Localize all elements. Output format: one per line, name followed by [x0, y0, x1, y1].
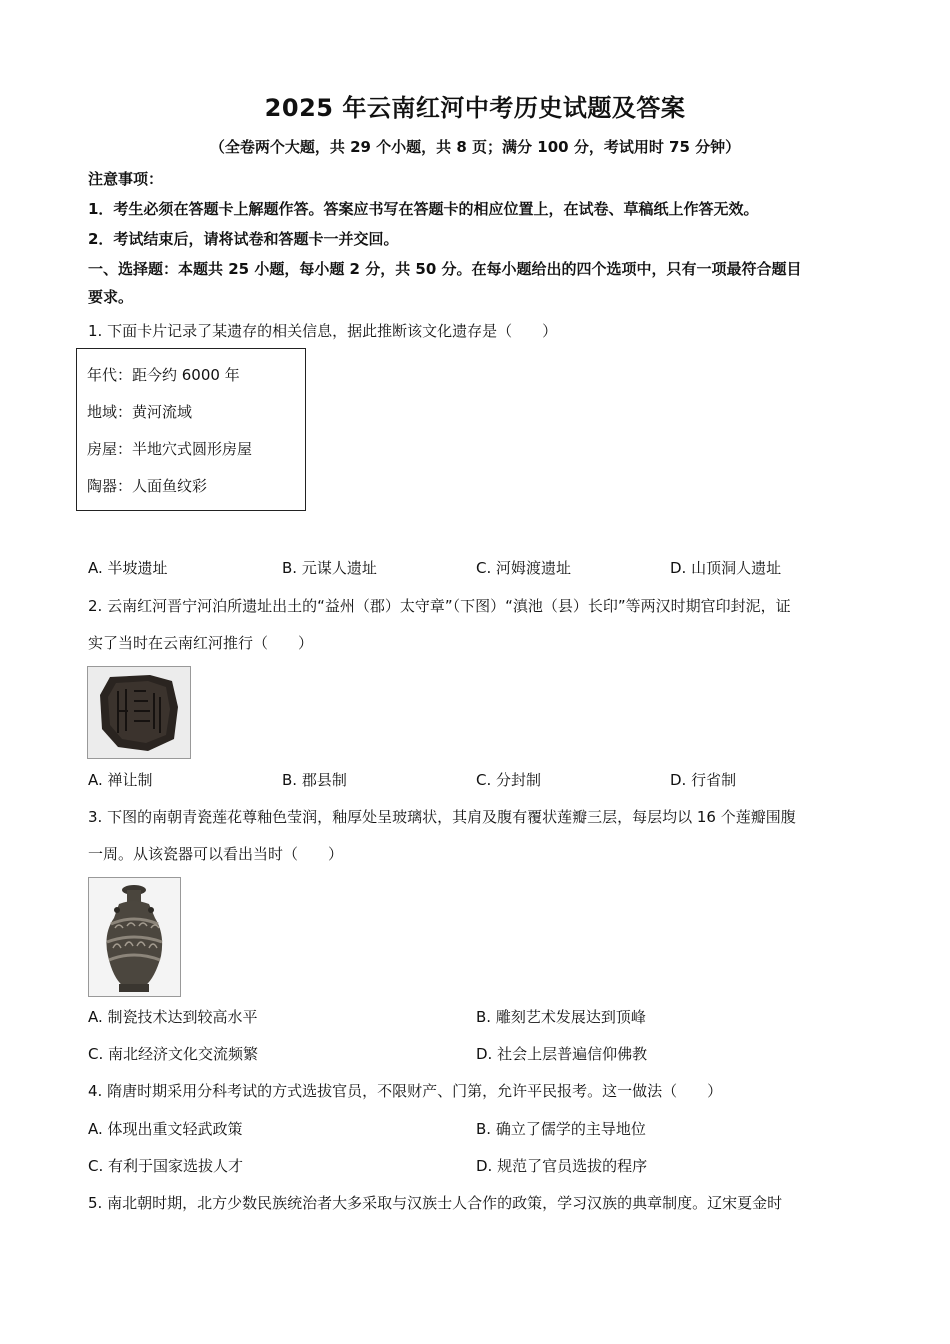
question-3-stem-cont: 一周。从该瓷器可以看出当时（ ） — [88, 845, 344, 863]
q2-option-b[interactable]: B. 郡县制 — [282, 771, 347, 789]
card-row-era: 年代：距今约 6000 年 — [87, 366, 240, 384]
q1-option-b[interactable]: B. 元谋人遗址 — [282, 559, 377, 577]
q3-option-b[interactable]: B. 雕刻艺术发展达到顶峰 — [476, 1008, 646, 1026]
section-1-heading: 一、选择题：本题共 25 小题，每小题 2 分，共 50 分。在每小题给出的四个选项中，只有一项最符合题目 — [88, 260, 802, 278]
q3-option-a[interactable]: A. 制瓷技术达到较高水平 — [88, 1008, 258, 1026]
q2-option-a[interactable]: A. 禅让制 — [88, 771, 153, 789]
q2-option-d[interactable]: D. 行省制 — [670, 771, 737, 789]
seal-clay-image — [88, 667, 190, 758]
notes-item-2: 2．考试结束后，请将试卷和答题卡一并交回。 — [88, 230, 399, 248]
q2-option-c[interactable]: C. 分封制 — [476, 771, 542, 789]
section-1-heading-cont: 要求。 — [88, 288, 134, 306]
q4-option-c[interactable]: C. 有利于国家选拔人才 — [88, 1157, 244, 1175]
info-card — [76, 348, 306, 511]
question-2-stem: 2. 云南红河晋宁河泊所遗址出土的“益州（郡）太守章”（下图）“滇池（县）长印”等两汉时期官印封泥，证 — [88, 597, 791, 615]
q1-option-a[interactable]: A. 半坡遗址 — [88, 559, 168, 577]
exam-info: （全卷两个大题，共 29 个小题，共 8 页；满分 100 分，考试用时 75 分钟） — [209, 138, 741, 156]
q1-option-c[interactable]: C. 河姆渡遗址 — [476, 559, 572, 577]
lotus-vase-image — [89, 878, 180, 996]
card-row-pottery: 陶器：人面鱼纹彩 — [87, 477, 208, 495]
question-1-stem: 1. 下面卡片记录了某遗存的相关信息，据此推断该文化遗存是（ ） — [88, 322, 558, 340]
q3-option-d[interactable]: D. 社会上层普遍信仰佛教 — [476, 1045, 648, 1063]
q4-option-b[interactable]: B. 确立了儒学的主导地位 — [476, 1120, 646, 1138]
card-row-house: 房屋：半地穴式圆形房屋 — [87, 440, 253, 458]
lotus-vase-photo — [88, 877, 181, 997]
question-4-stem: 4. 隋唐时期采用分科考试的方式选拔官员，不限财产、门第，允许平民报考。这一做法（ ） — [88, 1082, 723, 1100]
seal-clay-photo — [87, 666, 191, 759]
q3-option-c[interactable]: C. 南北经济文化交流频繁 — [88, 1045, 259, 1063]
q4-option-a[interactable]: A. 体现出重文轻武政策 — [88, 1120, 243, 1138]
question-2-stem-cont: 实了当时在云南红河推行（ ） — [88, 634, 314, 652]
card-row-region: 地域：黄河流域 — [87, 403, 193, 421]
question-5-stem: 5. 南北朝时期，北方少数民族统治者大多采取与汉族士人合作的政策，学习汉族的典章制度。辽宋夏金时 — [88, 1194, 783, 1212]
q4-option-d[interactable]: D. 规范了官员选拔的程序 — [476, 1157, 648, 1175]
notes-heading: 注意事项： — [88, 170, 164, 188]
question-3-stem: 3. 下图的南朝青瓷莲花尊釉色莹润，釉厚处呈玻璃状，其肩及腹有覆状莲瓣三层，每层均以 16 个莲瓣围腹 — [88, 808, 796, 826]
page-title: 2025 年云南红河中考历史试题及答案 — [264, 94, 686, 122]
q1-option-d[interactable]: D. 山顶洞人遗址 — [670, 559, 782, 577]
notes-item-1: 1．考生必须在答题卡上解题作答。答案应书写在答题卡的相应位置上，在试卷、草稿纸上作答无效。 — [88, 200, 759, 218]
